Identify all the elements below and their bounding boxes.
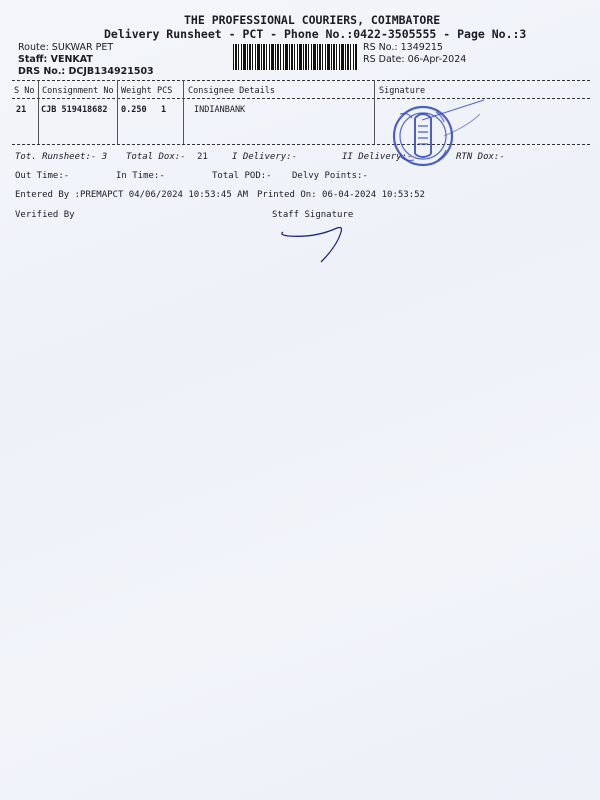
column-divider	[374, 80, 375, 144]
header-consignment: Consignment No	[42, 86, 114, 96]
row-consignment: CJB 519418682	[41, 105, 108, 115]
staff-label: Staff: VENKAT	[18, 54, 93, 65]
ii-delivery: II Delivery:-	[342, 152, 413, 162]
header-weight: Weight	[121, 86, 152, 96]
out-time: Out Time:-	[15, 171, 70, 181]
divider	[12, 80, 590, 81]
divider	[12, 144, 590, 145]
rs-date: RS Date: 06-Apr-2024	[363, 54, 467, 65]
total-dox-label: Total Dox:-	[126, 152, 186, 162]
bank-stamp	[378, 96, 488, 176]
company-title: THE PROFESSIONAL COURIERS, COIMBATORE	[184, 13, 441, 27]
row-consignee: INDIANBANK	[194, 105, 246, 115]
rtn-dox: RTN Dox:-	[456, 152, 505, 162]
header-signature: Signature	[379, 86, 426, 96]
drs-number: DRS No.: DCJB134921503	[18, 66, 154, 77]
column-divider	[183, 80, 184, 144]
header-consignee: Consignee Details	[188, 86, 275, 96]
entered-by: Entered By :PREMAPCT 04/06/2024 10:53:45 AM	[15, 190, 248, 200]
row-pcs: 1	[161, 105, 167, 115]
column-divider	[38, 80, 39, 144]
delvy-points: Delvy Points:-	[292, 171, 368, 181]
printed-on: Printed On: 06-04-2024 10:53:52	[257, 190, 425, 200]
barcode	[233, 44, 357, 70]
column-divider	[117, 80, 118, 144]
i-delivery: I Delivery:-	[232, 152, 298, 162]
staff-signature-label: Staff Signature	[272, 210, 354, 220]
route-label: Route: SUKWAR PET	[18, 42, 114, 53]
row-sno: 21	[16, 105, 27, 115]
header-pcs: PCS	[157, 86, 173, 96]
total-pod: Total POD:-	[212, 171, 272, 181]
runsheet-subtitle: Delivery Runsheet - PCT - Phone No.:0422-3505555 - Page No.:3	[104, 27, 527, 41]
row-weight: 0.250	[121, 105, 147, 115]
rs-number: RS No.: 1349215	[363, 42, 443, 53]
in-time: In Time:-	[116, 171, 165, 181]
tot-runsheet: Tot. Runsheet:- 3	[15, 152, 108, 162]
verified-by: Verified By	[15, 210, 75, 220]
total-dox-value: 21	[197, 152, 208, 162]
divider	[12, 98, 590, 99]
header-sno: S No	[14, 86, 35, 96]
handwritten-signature	[275, 220, 355, 268]
